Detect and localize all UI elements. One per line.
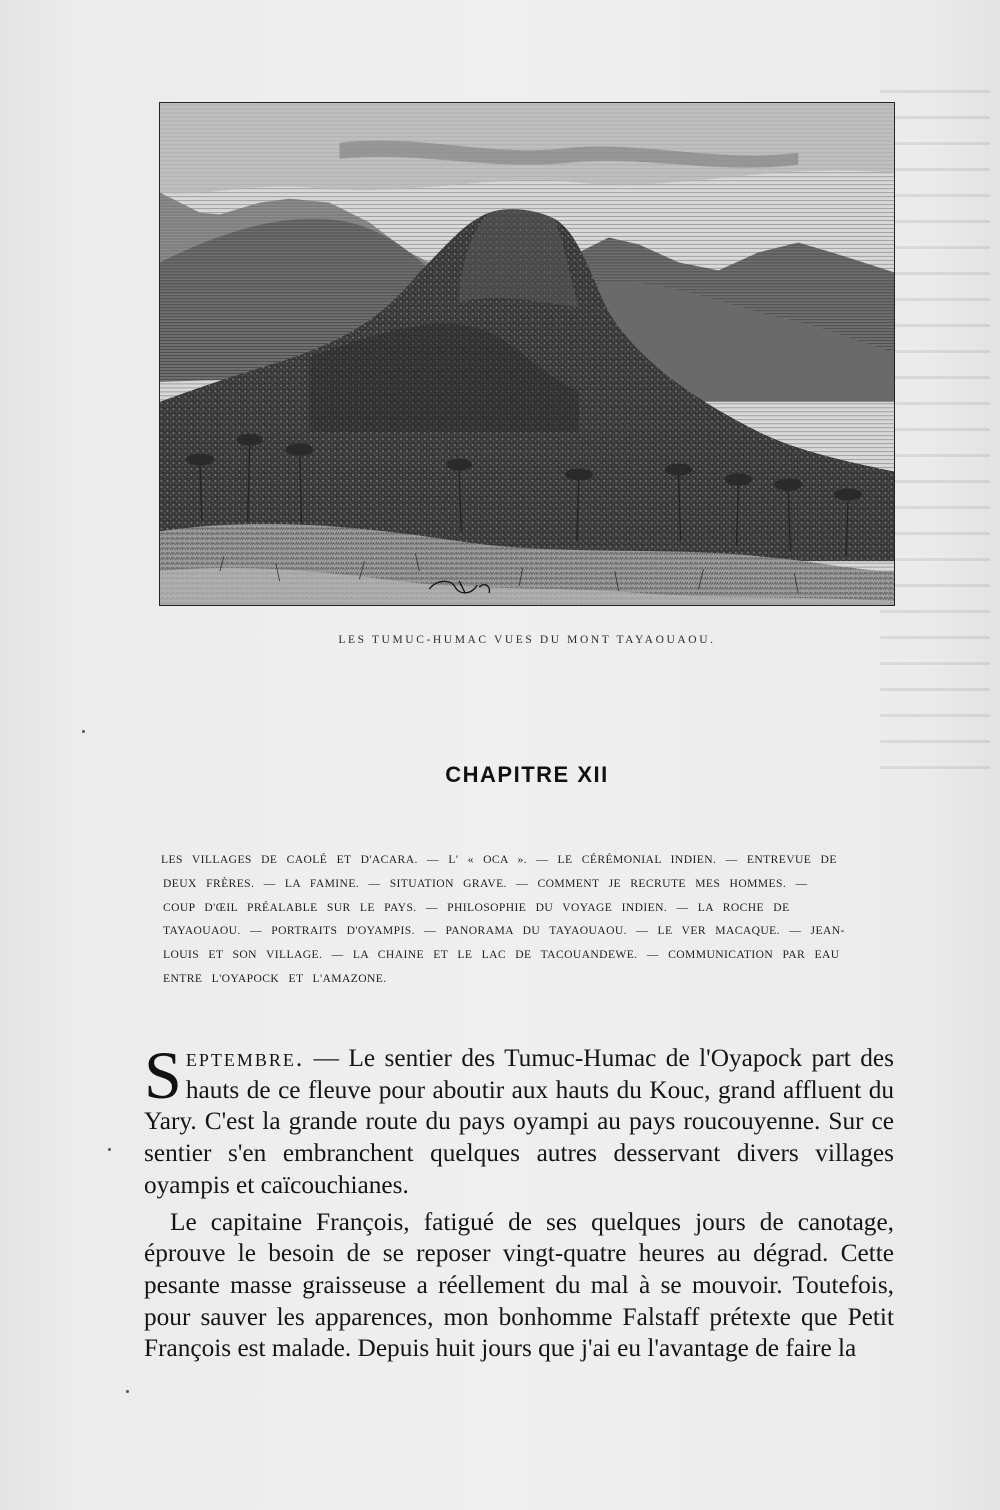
chapter-title: CHAPITRE XII	[445, 762, 609, 787]
verso-bleed-through	[880, 90, 990, 790]
summary-line: LOUIS ET SON VILLAGE. — LA CHAINE ET LE LAC DE TACOUANDEWE. — COMMUNICATION PAR EAU	[163, 948, 840, 962]
lead-word: eptembre.	[185, 1044, 305, 1072]
paragraph-text: — Le sentier des Tumuc-Humac de l'Oyapock part des hauts de ce fleuve pour aboutir aux hauts du Kouc, grand affluent du Yary. C'est la grande route du pays oyampi au pays roucouyenne. Sur ce sentier s'en embranchent quelques autres desservant divers villages oyampis et caïcouchianes.	[144, 1044, 894, 1199]
summary-line: COUP D'ŒIL PRÉALABLE SUR LE PAYS. — PHILOSOPHIE DU VOYAGE INDIEN. — LA ROCHE DE	[163, 900, 790, 914]
body-text	[144, 1037, 894, 1365]
paper-speck	[82, 730, 85, 733]
drop-cap: S	[144, 1037, 182, 1113]
paper-speck	[108, 1148, 111, 1151]
summary-line: LES VILLAGES DE CAOLÉ ET D'ACARA. — L' « OCA ». — LE CÉRÉMONIAL INDIEN. — ENTREVUE DE	[161, 853, 837, 866]
paper-speck	[126, 1390, 129, 1393]
summary-line: ENTRE L'OYAPOCK ET L'AMAZONE.	[163, 971, 387, 985]
paragraph: Le capitaine François, fatigué de ses quelques jours de canotage, éprouve le besoin de se reposer vingt-quatre heures au dégrad. Cette pesante masse graisseuse a réellement du mal à se mouvoir. Toutefois, pour sauver les apparences, mon bonhomme Falstaff prétexte que Petit François est malade. Depuis huit jours que j'ai eu l'avantage de faire la	[144, 1207, 894, 1363]
chapter-summary	[162, 848, 896, 991]
paragraph	[144, 1037, 894, 1202]
summary-line: DEUX FRÈRES. — LA FAMINE. — SITUATION GRAVE. — COMMENT JE RECRUTE MES HOMMES. —	[163, 876, 808, 890]
engraving-illustration	[159, 102, 895, 606]
summary-line: TAYAOUAOU. — PORTRAITS D'OYAMPIS. — PANORAMA DU TAYAOUAOU. — LE VER MACAQUE. — JEAN-	[163, 924, 845, 938]
illustration-caption: LES TUMUC-HUMAC VUES DU MONT TAYAOUAOU.	[338, 634, 716, 646]
